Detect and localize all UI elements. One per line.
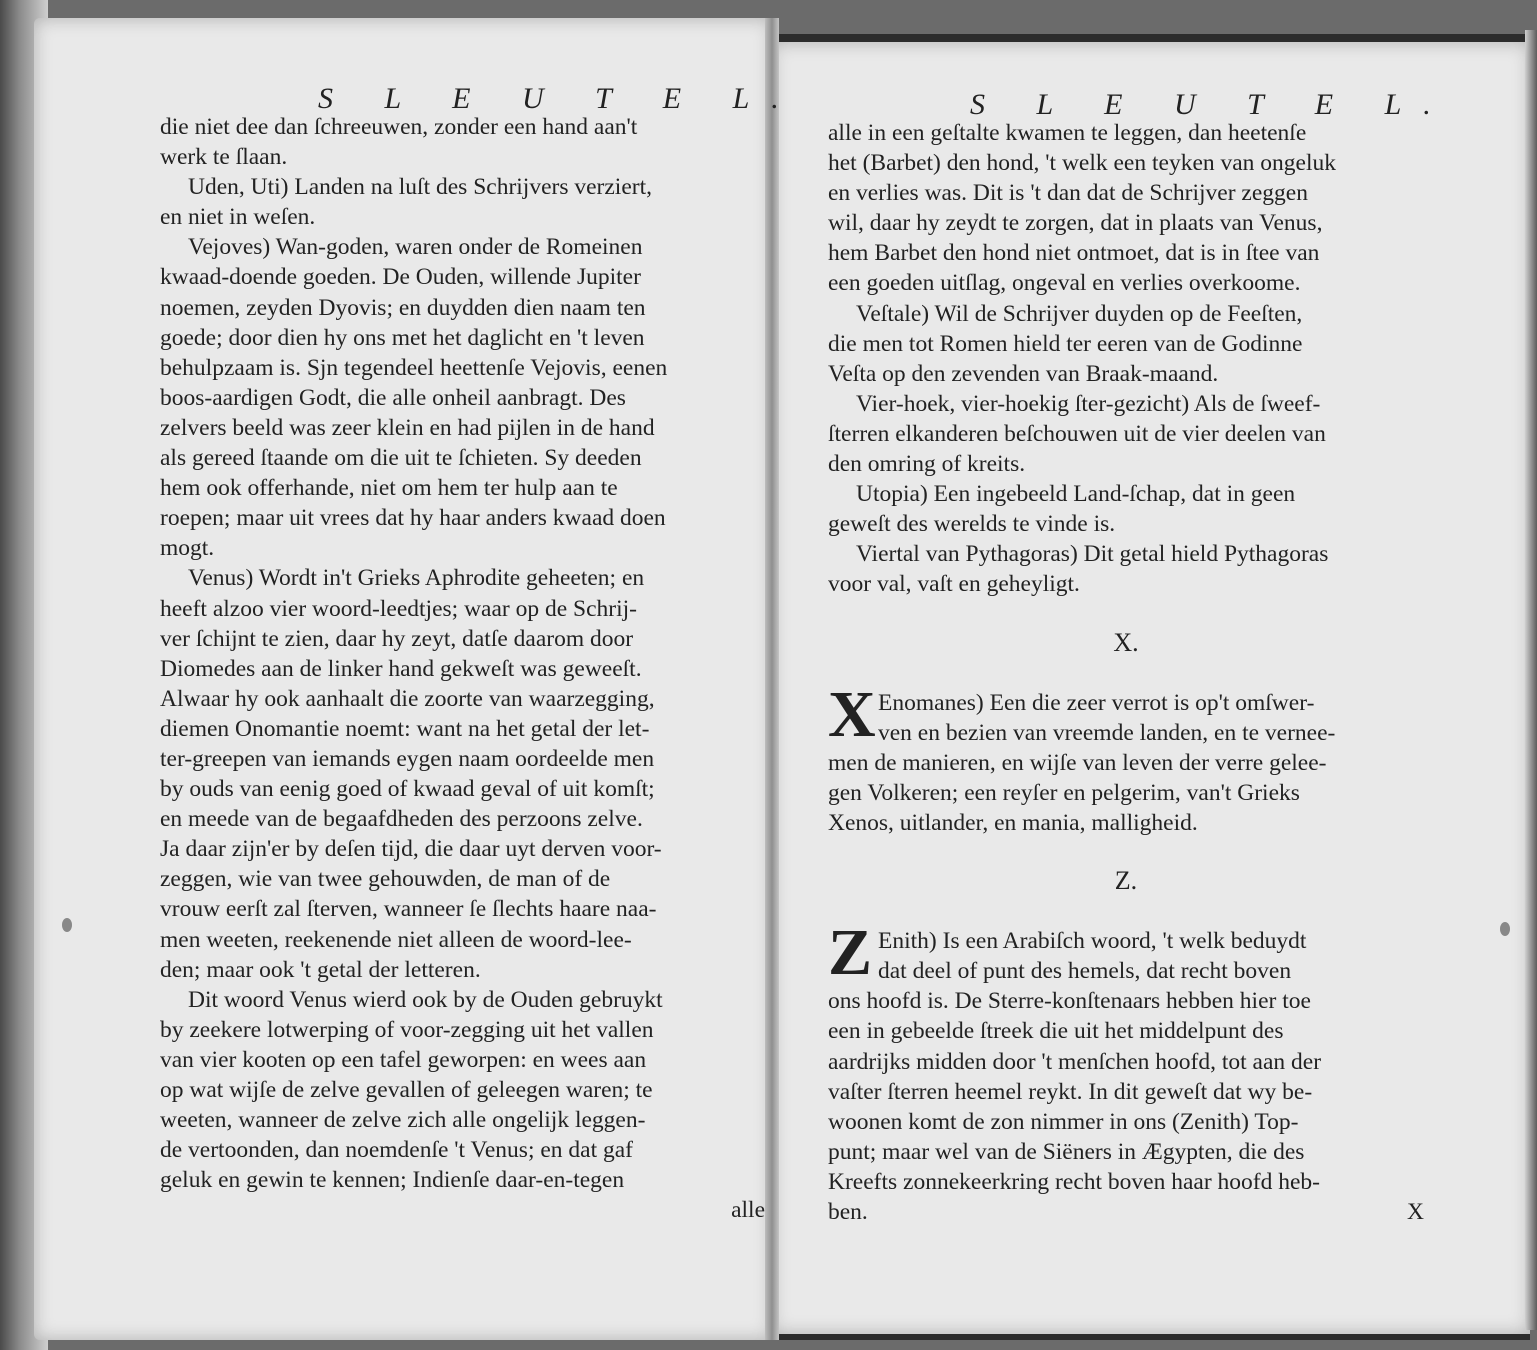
text-line: goede; door dien hy ons met het daglicht en 't leven	[160, 324, 645, 351]
text-line: heeft alzoo vier woord-leedtjes; waar op de Schrij-	[160, 595, 637, 622]
catchword: alle	[731, 1197, 765, 1224]
text-line: Dit woord Venus wierd ook by de Ouden gebruykt	[188, 986, 663, 1013]
text-line: wil, daar hy zeydt te zorgen, dat in plaats van Venus,	[828, 210, 1323, 237]
text-line: Ja daar zijn'er by deſen tijd, die daar uyt derven voor-	[160, 836, 662, 863]
text-line: men de manieren, en wijſe van leven der verre gelee-	[828, 749, 1327, 776]
text-line: een goeden uitſlag, ongeval en verlies overkoome.	[828, 270, 1301, 297]
running-head-left: S L E U T E L.	[318, 82, 801, 115]
text-line: roepen; maar uit vrees dat hy haar anders kwaad doen	[160, 505, 666, 532]
text-line: Utopia) Een ingebeeld Land-ſchap, dat in geen	[856, 481, 1296, 508]
text-line: vrouw eerſt zal ſterven, wanneer ſe ſlechts haare naa-	[160, 896, 657, 923]
text-line: hem ook offerhande, niet om hem ter hulp aan te	[160, 475, 618, 502]
paragraph	[828, 389, 1424, 479]
section-heading-z: Z.	[1114, 866, 1138, 896]
text-line: zeggen, wie van twee gehouwden, de man of de	[160, 866, 611, 893]
text-line: Kreefts zonnekeerkring recht boven haar hoofd heb-	[828, 1168, 1320, 1195]
text-line: geweſt des werelds te vinde is.	[828, 511, 1116, 538]
entry-x	[828, 677, 1424, 838]
text-line: en meede van de begaafdheden des perzoons zelve.	[160, 806, 643, 833]
text-line: ſterren elkanderen beſchouwen uit de vier deelen van	[828, 420, 1326, 447]
text-line: en niet in weſen.	[160, 204, 316, 231]
paragraph	[160, 232, 765, 563]
text-line: vaſter ſterren heemel reykt. In dit geweſt dat wy be-	[828, 1078, 1313, 1105]
text-line: Viertal van Pythagoras) Dit getal hield Pythagoras	[856, 541, 1329, 568]
section-heading-x: X.	[1113, 627, 1139, 657]
text-line: werk te ſlaan.	[160, 144, 288, 171]
paragraph	[828, 479, 1424, 539]
text-line: als gereed ſtaande om die uit te ſchieten. Sy deeden	[160, 445, 642, 472]
text-line: Enomanes) Een die zeer verrot is op't omſwer-	[878, 689, 1315, 716]
text-line: den omring of kreits.	[828, 451, 1026, 478]
text-line: kwaad-doende goeden. De Ouden, willende Jupiter	[160, 264, 641, 291]
paragraph	[160, 563, 765, 984]
text-line: die niet dee dan ſchreeuwen, zonder een hand aan't	[160, 114, 638, 140]
text-line: van vier kooten op een tafel geworpen: en wees aan	[160, 1046, 647, 1073]
paragraph	[160, 985, 765, 1196]
text-line: aardrijks midden door 't menſchen hoofd, tot aan der	[828, 1048, 1322, 1075]
text-line: Veſta op den zevenden van Braak-maand.	[828, 360, 1219, 387]
paragraph	[160, 112, 765, 172]
text-line: den; maar ook 't getal der letteren.	[160, 956, 481, 983]
text-line: het (Barbet) den hond, 't welk een teyken van ongeluk	[828, 150, 1337, 177]
paragraph	[828, 299, 1424, 389]
binding-hole	[1500, 922, 1510, 936]
running-head-right: S L E U T E L.	[970, 88, 1453, 121]
text-line: op wat wijſe de zelve gevallen of geleegen waren; te	[160, 1077, 653, 1103]
text-line: Vejoves) Wan-goden, waren onder de Romeinen	[188, 234, 643, 261]
book-gutter	[765, 18, 779, 1340]
text-line: boos-aardigen Godt, die alle onheil aanbragt. Des	[160, 384, 626, 411]
text-line: ter-greepen van iemands eygen naam oordeelde men	[160, 745, 655, 772]
text-line: een in gebeelde ſtreek die uit het middelpunt des	[828, 1018, 1284, 1045]
text-line: Vier-hoek, vier-hoekig ſter-gezicht) Als de ſweef-	[856, 390, 1321, 417]
drop-cap: Z	[828, 916, 873, 990]
catchword: X	[1407, 1199, 1424, 1226]
text-line: ver ſchijnt te zien, daar hy zeyt, datſe daarom door	[160, 625, 634, 652]
text-line: geluk en gewin te kennen; Indienſe daar-en-tegen	[160, 1167, 625, 1194]
text-line: en verlies was. Dit is 't dan dat de Schrijver zeggen	[828, 180, 1308, 207]
text-line: Veſtale) Wil de Schrijver duyden op de Feeſten,	[856, 300, 1303, 327]
text-line: by ouds van eenig goed of kwaad geval of uit komſt;	[160, 776, 655, 803]
paragraph	[160, 172, 765, 232]
binding-hole	[62, 918, 72, 932]
text-line: Alwaar hy ook aanhaalt die zoorte van waarzegging,	[160, 685, 655, 712]
text-line: ons hoofd is. De Sterre-konſtenaars hebben hier toe	[828, 988, 1311, 1015]
text-line: Enith) Is een Arabiſch woord, 't welk beduydt	[878, 928, 1307, 955]
text-line: punt; maar wel van de Siëners in Ægypten, die des	[828, 1138, 1305, 1165]
text-line: Xenos, uitlander, en mania, malligheid.	[828, 809, 1198, 836]
text-line: noemen, zeyden Dyovis; en duydden dien naam ten	[160, 294, 646, 321]
text-line: behulpzaam is. Sjn tegendeel heettenſe Vejovis, eenen	[160, 354, 668, 381]
left-page-text	[160, 112, 765, 1225]
text-line: Diomedes aan de linker hand gekweſt was geweeſt.	[160, 655, 642, 682]
text-line: ben.	[828, 1199, 868, 1225]
text-line: Uden, Uti) Landen na luſt des Schrijvers verziert,	[188, 174, 652, 201]
text-line: alle in een geſtalte kwamen te leggen, dan heetenſe	[828, 120, 1307, 146]
paragraph	[828, 118, 1424, 299]
book-edge-right	[1525, 30, 1537, 1330]
entry-z	[828, 916, 1424, 1227]
text-line: hem Barbet den hond niet ontmoet, dat is in ſtee van	[828, 240, 1320, 267]
text-line: Venus) Wordt in't Grieks Aphrodite geheeten; en	[188, 565, 645, 592]
text-line: weeten, wanneer de zelve zich alle ongelijk leggen-	[160, 1107, 646, 1134]
text-line: by zeekere lotwerping of voor-zegging uit het vallen	[160, 1016, 654, 1043]
text-line: voor val, vaſt en geheyligt.	[828, 571, 1080, 598]
text-line: gen Volkeren; een reyſer en pelgerim, van't Grieks	[828, 779, 1300, 806]
paragraph	[828, 539, 1424, 599]
text-line: woonen komt de zon nimmer in ons (Zenith) Top-	[828, 1108, 1299, 1135]
text-line: dat deel of punt des hemels, dat recht boven	[878, 958, 1292, 985]
text-line: diemen Onomantie noemt: want na het getal der let-	[160, 715, 650, 742]
text-line: men weeten, reekenende niet alleen de woord-lee-	[160, 926, 632, 953]
right-page-text	[828, 118, 1424, 1227]
text-line: die men tot Romen hield ter eeren van de Godinne	[828, 330, 1303, 357]
drop-cap: X	[828, 677, 876, 751]
text-line: ven en bezien van vreemde landen, en te vernee-	[878, 719, 1336, 746]
text-line: mogt.	[160, 535, 215, 562]
text-line: zelvers beeld was zeer klein en had pijlen in de hand	[160, 414, 655, 441]
text-line: de vertoonden, dan noemdenſe 't Venus; en dat gaf	[160, 1137, 634, 1164]
